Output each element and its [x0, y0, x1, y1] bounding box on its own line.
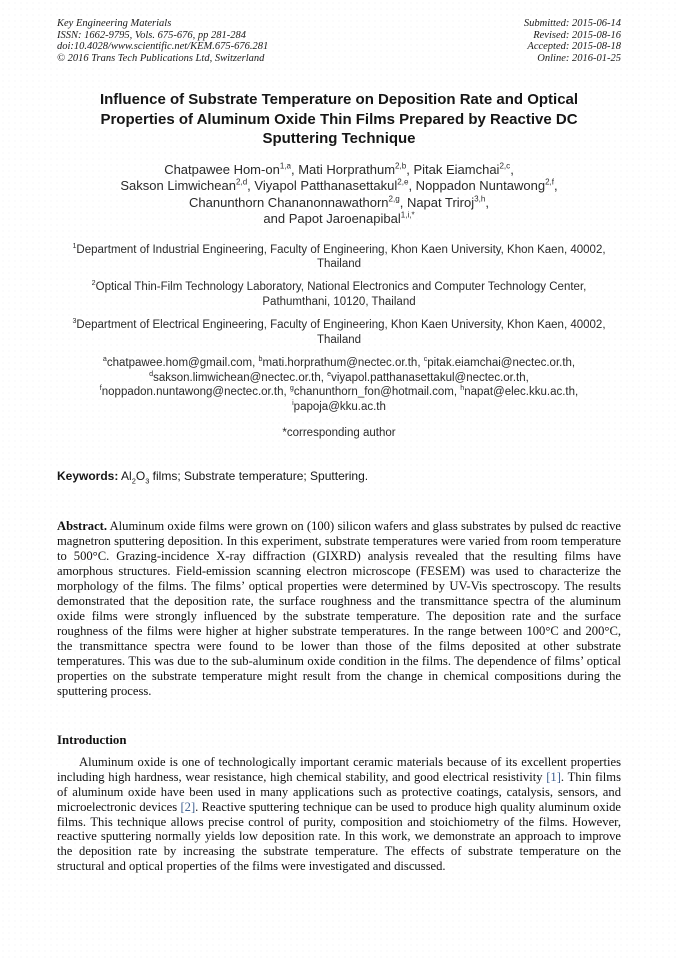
superscript-marker: 1,a	[279, 161, 291, 171]
text-line: $^2$Optical Thin-Film Technology Laboratory, National Electronics and Computer Technology Center, Pathumthani, 10120, Thailand	[91, 279, 587, 308]
superscript-marker: 2,b	[395, 161, 407, 171]
superscript-marker: c	[423, 355, 428, 364]
text-line: Key Engineering Materials	[57, 18, 172, 29]
text-line: Sakson Limwichean$^{2,d}$, Viyapol Patthanasettakul$^{2,e}$, Noppadon Nuntawong$^{2,f}$,	[120, 177, 558, 193]
text-line: and Papot Jaroenapibal$^{1,i,*}$	[263, 210, 415, 226]
superscript-marker: 2,d	[235, 177, 248, 187]
text-line: Accepted: 2015-08-18	[527, 41, 621, 52]
text-line: $^d$sakson.limwichean@nectec.or.th, $^e$viyapol.patthanasettakul@nectec.or.th,	[149, 369, 529, 384]
text-line: © 2016 Trans Tech Publications Ltd, Switzerland	[57, 52, 265, 64]
paper-title: Influence of Substrate Temperature on Deposition Rate and Optical Properties of Aluminum Oxide Thin Films Prepared by Reactive DC Sputtering Technique	[99, 91, 579, 147]
superscript-marker: i	[292, 398, 294, 407]
superscript-marker: 1,i,*	[400, 210, 415, 220]
superscript-marker: h	[460, 384, 465, 393]
text-line: ISSN: 1662-9795, Vols. 675-676, pp 281-284	[57, 29, 246, 41]
superscript-marker: e	[327, 369, 332, 378]
abstract-text: Aluminum oxide films were grown on (100) silicon wafers and glass substrates by pulsed dc reactive magnetron sputtering deposition. In this experiment, substrate temperatures were varied from room temperature to 500°C. Grazing-incidence X-ray diffraction (GIXRD) analysis revealed that the resulting films have amorphous structures. Field-emission scanning electron microscope (FESEM) was used to characterize the morphology of the films. The films’ optical properties were determined by UV-Vis spectroscopy. The results demonstrated that the deposition rate, the surface roughness and the transmittance spectra of the aluminum oxide films were strongly influenced by the substrate temperature. The deposition rate and the surface roughness of the films were higher at higher substrate temperatures. In the range between 100°C and 200°C, the transmittance spectra were found to be lower than those of the films deposited at other substrate temperatures. This was due to the sub-aluminum oxide condition in the films. The dependence of films’ optical properties on the substrate temperature might result from the change in chemical compositions during the sputtering process.	[57, 519, 621, 699]
keywords-label: Keywords:	[57, 469, 119, 484]
superscript-marker: b	[258, 355, 263, 364]
publication-header	[57, 18, 621, 64]
superscript-marker: 2,f	[545, 177, 555, 187]
subscript-text: 3	[145, 476, 150, 486]
superscript-marker: 2	[91, 279, 96, 288]
superscript-marker: g	[289, 384, 294, 393]
author-list	[59, 162, 619, 228]
submission-dates	[524, 18, 621, 64]
text-line: $^f$noppadon.nuntawong@nectec.or.th, $^g$chanunthorn_fon@hotmail.com, $^h$napat@elec.kku.ac.th,	[99, 384, 579, 399]
text-line: Revised: 2015-08-16	[533, 29, 621, 41]
text-line: doi:10.4028/www.scientific.net/KEM.675-676.281	[57, 41, 269, 52]
keywords-text: $Al_2O_3$ films; Substrate temperature; Sputtering.	[118, 469, 369, 486]
superscript-marker: 3	[72, 317, 77, 326]
superscript-marker: d	[149, 369, 154, 378]
superscript-marker: 1	[72, 241, 77, 250]
journal-info	[57, 18, 268, 64]
corresponding-author-note: *corresponding author	[282, 427, 396, 440]
superscript-marker: f	[99, 384, 102, 393]
keywords-line	[57, 469, 621, 486]
subscript-text: 2	[131, 476, 136, 486]
superscript-marker: a	[102, 355, 107, 364]
introduction-paragraph: Aluminum oxide is one of technologically important ceramic materials because of its excellent properties including high hardness, wear resistance, high chemical stability, and good electrical resistivity [1]. Thin films of aluminum oxide have been used in many applications such as protective coatings, catalysis, sensors, and microelectronic devices [2]. Reactive sputtering technique can be used to produce high quality aluminum oxide films. This technique allows precise control of purity, composition and stoichiometry of the films. However, reactive sputtering normally yields low deposition rate. In this work, we demonstrate an approach to improve the deposition rate by increasing the substrate temperature. The effects of substrate temperature on the structural and optical properties of the films were investigated and discussed.	[57, 755, 621, 873]
text-line: Chatpawee Hom-on$^{1,a}$, Mati Horprathum$^{2,b}$, Pitak Eiamchai$^{2,c}$,	[164, 161, 514, 177]
affiliation-list	[57, 243, 621, 347]
text-line: $^1$Department of Industrial Engineering, Faculty of Engineering, Khon Kaen University, Khon Kaen, 40002, Thailand	[72, 241, 606, 270]
author-emails	[57, 356, 621, 414]
text-line: $^i$papoja@kku.ac.th	[292, 398, 386, 413]
abstract-paragraph	[57, 519, 621, 699]
text-line: Submitted: 2015-06-14	[523, 18, 621, 29]
text-line: $^3$Department of Electrical Engineering, Faculty of Engineering, Khon Kaen University, Khon Kaen, 40002, Thailand	[72, 317, 606, 346]
abstract-label: Abstract.	[57, 519, 108, 534]
superscript-marker: 2,g	[388, 194, 400, 204]
text-line: Chanunthorn Chananonnawathorn$^{2,g}$, Napat Triroj$^{3,h}$,	[189, 194, 489, 210]
citation-ref[interactable]: [2]	[180, 799, 196, 814]
superscript-marker: 3,h	[474, 194, 486, 204]
introduction-heading: Introduction	[57, 733, 127, 748]
superscript-marker: 2,e	[397, 177, 409, 187]
superscript-marker: 2,c	[499, 161, 511, 171]
citation-ref[interactable]: [1]	[546, 770, 561, 785]
text-line: Online: 2016-01-25	[537, 52, 621, 64]
text-line: $^a$chatpawee.hom@gmail.com, $^b$mati.horprathum@nectec.or.th, $^c$pitak.eiamchai@nectec.or.th,	[102, 355, 576, 369]
